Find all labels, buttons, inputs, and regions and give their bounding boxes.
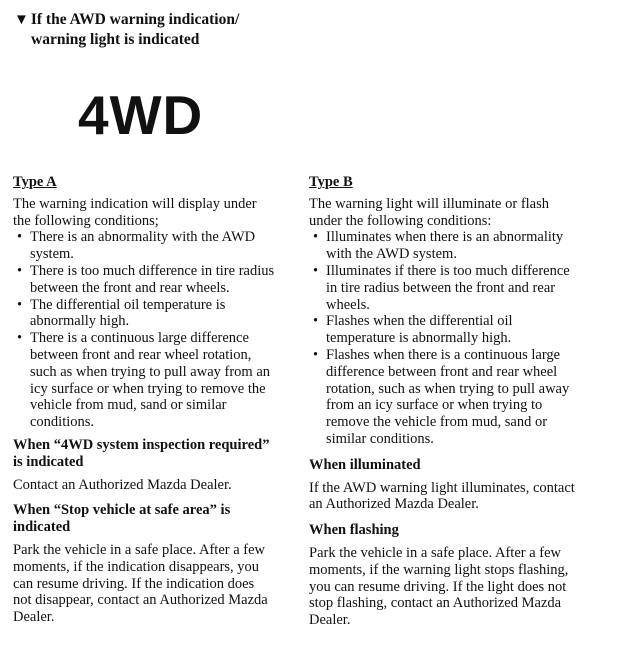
section-heading-line1: If the AWD warning indication/ <box>30 11 240 28</box>
bullet-icon: • <box>17 330 23 347</box>
type-a-section2-text: Park the vehicle in a safe place. After a few moments, if the indication disappears, you can resume driving. If the indication does not disappear, contact an Authorized Mazda Dealer. <box>13 541 268 626</box>
list-item <box>309 347 579 448</box>
list-item-text: There is a continuous large difference between front and rear wheel rotation, such as when trying to pull away from an icy surface or when trying to remove the vehicle from mud, sand or similar conditions. <box>30 330 271 431</box>
type-b-section2-text: Park the vehicle in a safe place. After a few moments, if the warning light stops flashing, you can resume driving. If the light does not stop flashing, contact an Authorized Mazda Dealer. <box>309 544 569 629</box>
type-b-section2-heading: When flashing <box>309 522 399 539</box>
type-b-title: Type B <box>309 174 353 190</box>
list-item <box>13 229 275 263</box>
list-item <box>13 330 275 431</box>
bullet-icon: • <box>313 262 319 279</box>
list-item-text: The differential oil temperature is abnormally high. <box>30 296 226 330</box>
list-item-text: There is too much difference in tire radius between the front and rear wheels. <box>30 262 275 296</box>
type-a-intro: The warning indication will display under the following conditions; <box>13 195 257 229</box>
bullet-icon: • <box>313 313 319 330</box>
type-b-section1-heading: When illuminated <box>309 456 421 473</box>
type-b-intro: The warning light will illuminate or flash under the following conditions: <box>309 195 550 229</box>
list-item <box>13 263 275 297</box>
type-a-section1-text: Contact an Authorized Mazda Dealer. <box>13 476 232 493</box>
list-item <box>309 229 579 263</box>
triangle-marker-icon: ▼ <box>14 12 29 28</box>
type-b-column <box>309 174 579 629</box>
list-item-text: Flashes when the differential oil temperature is abnormally high. <box>326 313 513 347</box>
type-a-column <box>13 174 275 626</box>
list-item-text: Illuminates when there is an abnormality with the AWD system. <box>326 229 564 263</box>
list-item <box>13 297 275 331</box>
bullet-icon: • <box>17 229 23 246</box>
section-heading <box>14 10 239 49</box>
list-item-text: Flashes when there is a continuous large difference between front and rear wheel rotation, such as when trying to pull away from an icy surface or when trying to remove the vehicle from mud, sand or similar conditions. <box>326 346 570 447</box>
list-item <box>309 263 579 313</box>
type-b-condition-list <box>309 229 579 447</box>
list-item <box>309 313 579 347</box>
type-a-condition-list <box>13 229 275 431</box>
bullet-icon: • <box>17 296 23 313</box>
bullet-icon: • <box>17 262 23 279</box>
awd-warning-icon: 4WD <box>78 84 204 146</box>
type-a-title: Type A <box>13 174 57 190</box>
type-a-section1-heading: When “4WD system inspection required” is indicated <box>13 436 270 470</box>
list-item-text: There is an abnormality with the AWD system. <box>30 229 256 263</box>
bullet-icon: • <box>313 229 319 246</box>
type-b-section1-text: If the AWD warning light illuminates, contact an Authorized Mazda Dealer. <box>309 479 575 513</box>
type-a-section2-heading: When “Stop vehicle at safe area” is indicated <box>13 502 231 536</box>
section-heading-line2: warning light is indicated <box>31 31 200 48</box>
bullet-icon: • <box>313 346 319 363</box>
list-item-text: Illuminates if there is too much difference in tire radius between the front and rear wheels. <box>326 262 570 313</box>
